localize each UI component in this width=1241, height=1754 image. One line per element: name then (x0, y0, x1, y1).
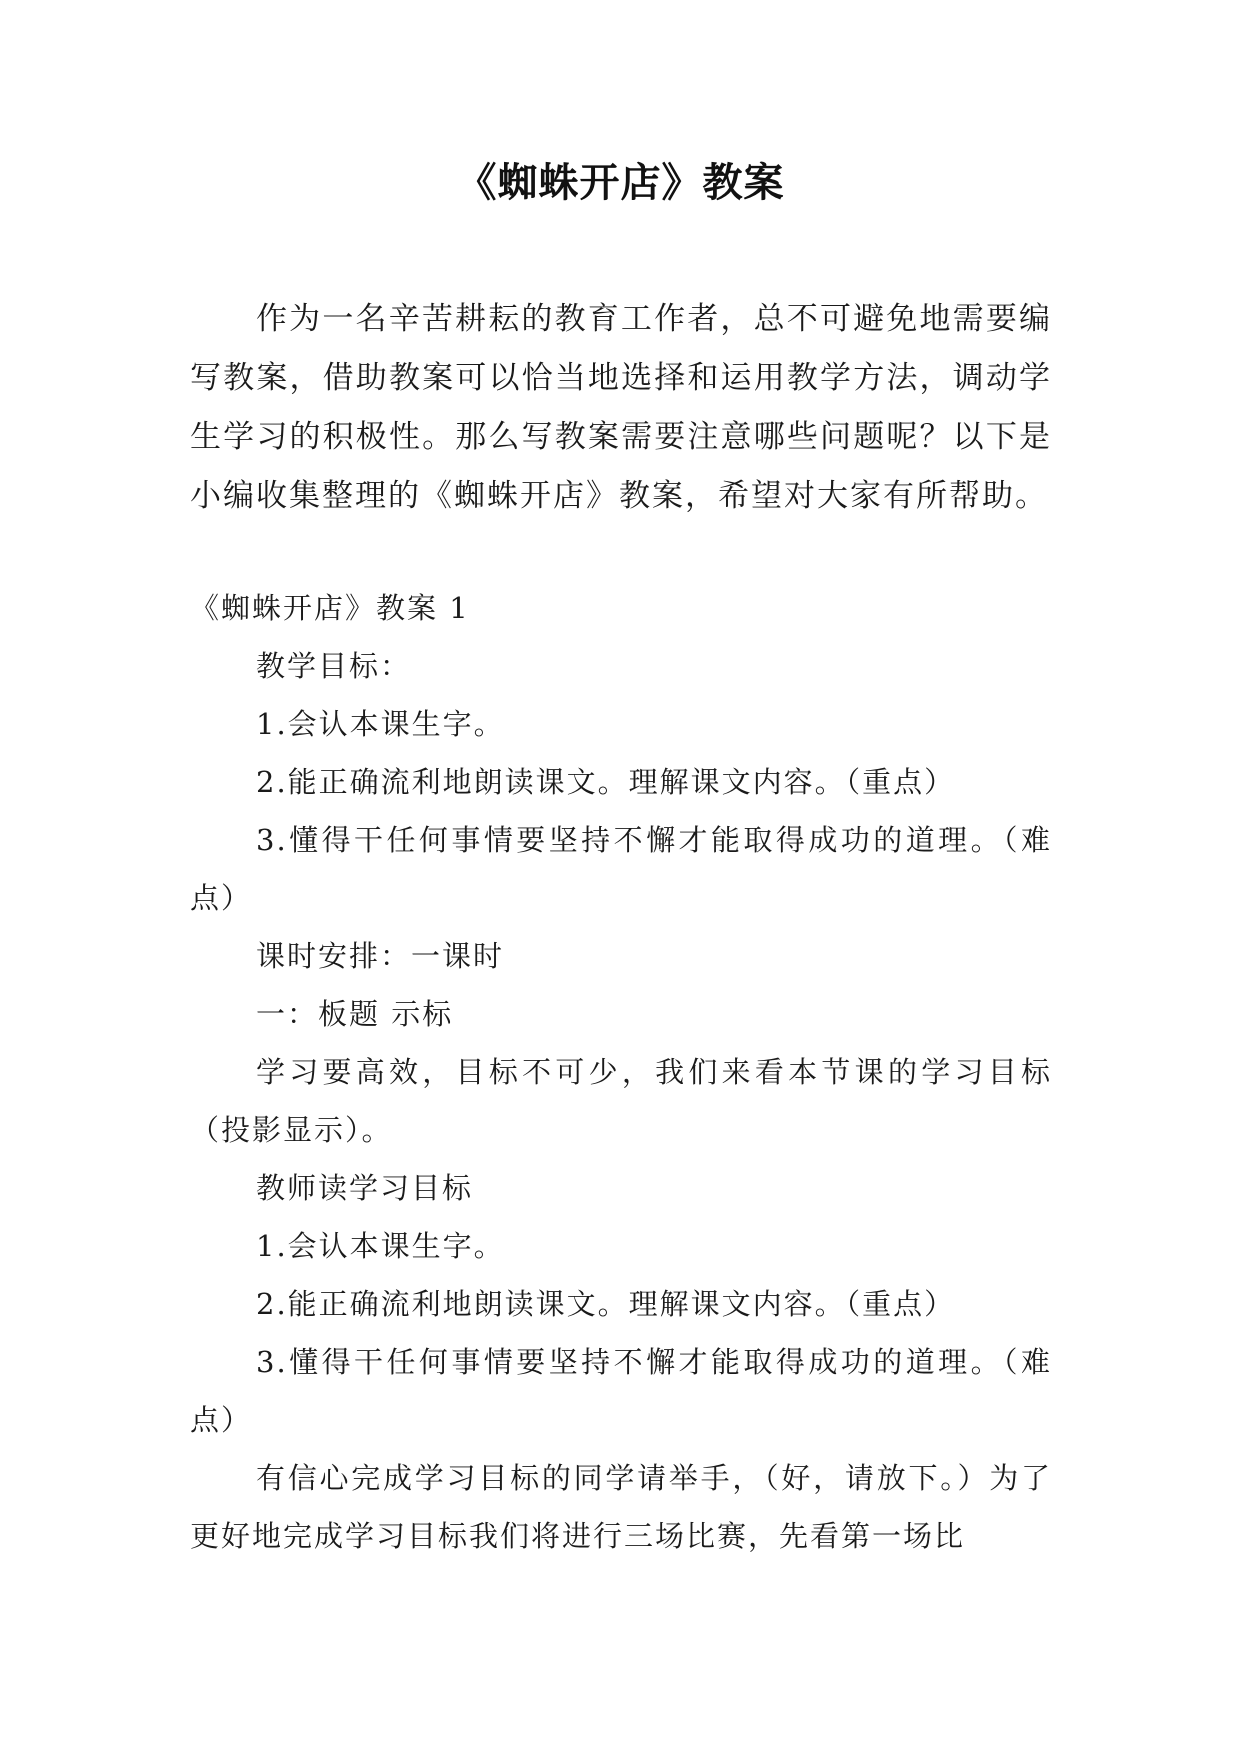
body-paragraph: 教师读学习目标 (256, 1171, 474, 1205)
body-paragraph: 3.懂得干任何事情要坚持不懈才能取得成功的道理。（难点） (190, 823, 1052, 915)
document-title: 《蜘蛛开店》教案 (456, 160, 785, 206)
section-heading: 《蜘蛛开店》教案 1 (190, 591, 470, 625)
body-paragraph: 3.懂得干任何事情要坚持不懈才能取得成功的道理。（难点） (190, 1345, 1052, 1437)
body-paragraph: 1.会认本课生字。 (256, 1229, 505, 1263)
body-paragraph: 2.能正确流利地朗读课文。理解课文内容。（重点） (256, 1287, 956, 1321)
document-body (190, 579, 1052, 1565)
body-paragraph: 一：板题 示标 (256, 997, 454, 1031)
body-paragraph: 1.会认本课生字。 (256, 707, 505, 741)
body-paragraph: 有信心完成学习目标的同学请举手，（好，请放下。）为了更好地完成学习目标我们将进行三场比赛，先看第一场比 (190, 1461, 1052, 1553)
body-paragraph: 学习要高效，目标不可少，我们来看本节课的学习目标（投影显示）。 (190, 1055, 1052, 1147)
body-paragraph: 2.能正确流利地朗读课文。理解课文内容。（重点） (256, 765, 956, 799)
body-paragraph: 教学目标： (256, 649, 412, 683)
intro-paragraph: 作为一名辛苦耕耘的教育工作者，总不可避免地需要编写教案，借助教案可以恰当地选择和运用教学方法，调动学生学习的积极性。那么写教案需要注意哪些问题呢？以下是小编收集整理的《蜘蛛开店》教案，希望对大家有所帮助。 (190, 301, 1052, 514)
body-paragraph: 课时安排：一课时 (256, 939, 505, 973)
